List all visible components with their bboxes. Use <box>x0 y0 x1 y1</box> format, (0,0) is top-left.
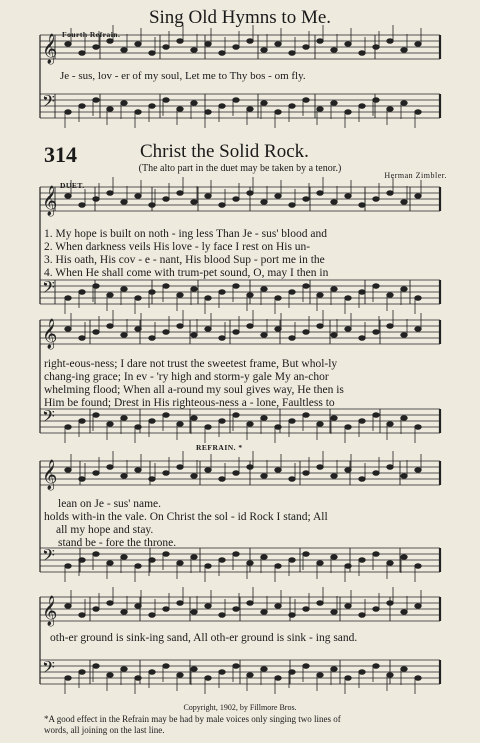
note-head <box>163 607 169 612</box>
note-head <box>359 51 365 56</box>
bass-clef-icon: 𝄢 <box>42 91 55 115</box>
note-head <box>261 287 267 292</box>
note-head <box>373 284 379 289</box>
note-head <box>261 333 267 338</box>
note-head <box>331 474 337 479</box>
note-head <box>331 48 337 53</box>
note-head <box>317 422 323 427</box>
note-head <box>317 293 323 298</box>
note-head <box>289 203 295 208</box>
note-head <box>247 107 253 112</box>
note-head <box>261 48 267 53</box>
note-head <box>149 670 155 675</box>
note-head <box>135 564 141 569</box>
note-head <box>415 604 421 609</box>
note-head <box>191 48 197 53</box>
note-head <box>345 296 351 301</box>
note-head <box>415 296 421 301</box>
note-head <box>261 474 267 479</box>
note-head <box>401 101 407 106</box>
note-head <box>135 327 141 332</box>
note-head <box>65 296 71 301</box>
note-head <box>219 558 225 563</box>
note-head <box>303 552 309 557</box>
verse-4-line-2: Him be found; Drest in His righteous-ness a - lone, Faultless to <box>44 397 335 409</box>
verse-1-line-1: 1. My hope is built on noth - ing less Than Je - sus' blood and <box>44 228 327 240</box>
note-head <box>275 194 281 199</box>
note-head <box>65 42 71 47</box>
verse-2-line-1: 2. When darkness veils His love - ly face I rest on His un- <box>44 241 311 253</box>
note-head <box>121 287 127 292</box>
note-head <box>121 333 127 338</box>
note-head <box>149 203 155 208</box>
note-head <box>387 422 393 427</box>
note-head <box>219 203 225 208</box>
note-head <box>79 613 85 618</box>
note-head <box>191 667 197 672</box>
note-head <box>401 333 407 338</box>
note-head <box>345 327 351 332</box>
note-head <box>205 327 211 332</box>
bass-clef-icon: 𝄢 <box>42 406 55 430</box>
note-head <box>261 200 267 205</box>
note-head <box>303 98 309 103</box>
note-head <box>359 477 365 482</box>
note-head <box>247 673 253 678</box>
note-head <box>65 327 71 332</box>
note-head <box>331 610 337 615</box>
note-head <box>177 324 183 329</box>
note-head <box>289 558 295 563</box>
note-head <box>205 468 211 473</box>
note-head <box>219 419 225 424</box>
note-head <box>79 477 85 482</box>
note-head <box>107 39 113 44</box>
note-head <box>121 101 127 106</box>
note-head <box>275 42 281 47</box>
note-head <box>373 607 379 612</box>
note-head <box>149 558 155 563</box>
note-head <box>107 422 113 427</box>
note-head <box>317 107 323 112</box>
note-head <box>93 330 99 335</box>
note-head <box>401 48 407 53</box>
note-head <box>163 45 169 50</box>
note-head <box>177 561 183 566</box>
note-head <box>247 191 253 196</box>
note-head <box>359 203 365 208</box>
refrain-label: REFRAIN. * <box>196 443 243 452</box>
note-head <box>331 287 337 292</box>
note-head <box>289 336 295 341</box>
note-head <box>93 552 99 557</box>
note-head <box>331 667 337 672</box>
note-head <box>289 670 295 675</box>
note-head <box>79 558 85 563</box>
footnote-line-2: words, all joining on the last line. <box>44 725 165 735</box>
note-head <box>261 101 267 106</box>
note-head <box>373 471 379 476</box>
note-head <box>191 555 197 560</box>
note-head <box>177 293 183 298</box>
note-head <box>373 45 379 50</box>
note-head <box>373 330 379 335</box>
note-head <box>317 601 323 606</box>
note-head <box>303 607 309 612</box>
note-head <box>401 610 407 615</box>
note-head <box>163 284 169 289</box>
note-head <box>275 676 281 681</box>
note-head <box>359 336 365 341</box>
note-head <box>93 413 99 418</box>
note-head <box>191 333 197 338</box>
note-head <box>121 48 127 53</box>
note-head <box>275 327 281 332</box>
note-head <box>233 197 239 202</box>
note-head <box>163 330 169 335</box>
note-head <box>107 561 113 566</box>
note-head <box>359 670 365 675</box>
note-head <box>247 601 253 606</box>
note-head <box>205 676 211 681</box>
note-head <box>247 293 253 298</box>
note-head <box>233 45 239 50</box>
note-head <box>387 107 393 112</box>
note-head <box>79 419 85 424</box>
note-head <box>387 561 393 566</box>
note-head <box>121 667 127 672</box>
note-head <box>163 471 169 476</box>
note-head <box>107 191 113 196</box>
note-head <box>247 465 253 470</box>
verse-3-line-3: all my hope and stay. <box>56 524 154 536</box>
note-head <box>65 676 71 681</box>
note-head <box>149 419 155 424</box>
note-head <box>177 673 183 678</box>
note-head <box>149 613 155 618</box>
verse-2-line-3: holds with-in the vale. On Christ the sol - id Rock I stand; All <box>44 511 328 523</box>
treble-clef-icon: 𝄞 <box>42 596 58 626</box>
note-head <box>401 667 407 672</box>
note-head <box>205 425 211 430</box>
verse-3-line-1: 3. His oath, His cov - e - nant, His blood Sup - port me in the <box>44 254 325 266</box>
note-head <box>401 200 407 205</box>
note-head <box>93 471 99 476</box>
note-head <box>205 296 211 301</box>
note-head <box>107 673 113 678</box>
verse-1-line-2: right-eous-ness; I dare not trust the sweetest frame, But whol-ly <box>44 358 338 370</box>
note-head <box>93 98 99 103</box>
note-head <box>219 290 225 295</box>
note-head <box>345 425 351 430</box>
note-head <box>219 613 225 618</box>
note-head <box>415 468 421 473</box>
note-head <box>65 110 71 115</box>
note-head <box>79 104 85 109</box>
note-head <box>191 200 197 205</box>
verse-2-line-2: chang-ing grace; In ev - 'ry high and storm-y gale My an-chor <box>44 371 329 383</box>
note-head <box>387 191 393 196</box>
note-head <box>345 194 351 199</box>
note-head <box>415 42 421 47</box>
note-head <box>415 110 421 115</box>
note-head <box>177 39 183 44</box>
note-head <box>79 336 85 341</box>
note-head <box>401 555 407 560</box>
note-head <box>247 422 253 427</box>
note-head <box>233 471 239 476</box>
note-head <box>415 194 421 199</box>
note-head <box>275 296 281 301</box>
note-head <box>135 468 141 473</box>
note-head <box>107 293 113 298</box>
note-head <box>121 555 127 560</box>
note-head <box>191 287 197 292</box>
note-head <box>163 552 169 557</box>
note-head <box>415 425 421 430</box>
note-head <box>373 197 379 202</box>
note-head <box>387 293 393 298</box>
note-head <box>205 194 211 199</box>
note-head <box>107 324 113 329</box>
note-head <box>135 676 141 681</box>
note-head <box>275 604 281 609</box>
note-head <box>135 194 141 199</box>
bass-clef-icon: 𝄢 <box>42 545 55 569</box>
note-head <box>289 51 295 56</box>
note-head <box>317 561 323 566</box>
note-head <box>261 610 267 615</box>
note-head <box>93 664 99 669</box>
note-head <box>93 197 99 202</box>
note-head <box>289 104 295 109</box>
note-head <box>205 42 211 47</box>
note-head <box>219 104 225 109</box>
note-head <box>317 465 323 470</box>
note-head <box>317 673 323 678</box>
verse-4-line-1: 4. When He shall come with trum-pet sound, O, may I then in <box>44 267 329 279</box>
note-head <box>219 670 225 675</box>
previous-hymn-title: Sing Old Hymns to Me. <box>148 7 332 28</box>
note-head <box>373 664 379 669</box>
hymn-title: Christ the Solid Rock. <box>140 141 309 162</box>
note-head <box>317 39 323 44</box>
note-head <box>317 324 323 329</box>
treble-clef-icon: 𝄞 <box>42 460 58 490</box>
note-head <box>345 564 351 569</box>
note-head <box>177 107 183 112</box>
note-head <box>401 287 407 292</box>
note-head <box>191 474 197 479</box>
note-head <box>401 416 407 421</box>
note-head <box>387 465 393 470</box>
note-head <box>373 98 379 103</box>
note-head <box>373 413 379 418</box>
note-head <box>331 555 337 560</box>
note-head <box>135 296 141 301</box>
note-head <box>261 416 267 421</box>
note-head <box>107 601 113 606</box>
bass-clef-icon: 𝄢 <box>42 277 55 301</box>
note-head <box>359 613 365 618</box>
note-head <box>233 664 239 669</box>
note-head <box>289 290 295 295</box>
treble-clef-icon: 𝄞 <box>42 186 58 216</box>
note-head <box>233 552 239 557</box>
note-head <box>275 564 281 569</box>
footnote-line-1: *A good effect in the Refrain may be had by male voices only singing two lines of <box>44 714 341 724</box>
note-head <box>387 39 393 44</box>
note-head <box>303 413 309 418</box>
note-head <box>65 194 71 199</box>
note-head <box>233 98 239 103</box>
note-head <box>191 101 197 106</box>
note-head <box>135 42 141 47</box>
note-head <box>65 564 71 569</box>
note-head <box>331 200 337 205</box>
note-head <box>289 477 295 482</box>
note-head <box>345 42 351 47</box>
note-head <box>107 465 113 470</box>
note-head <box>275 110 281 115</box>
note-head <box>275 425 281 430</box>
note-head <box>107 107 113 112</box>
note-head <box>373 552 379 557</box>
note-head <box>163 98 169 103</box>
note-head <box>79 51 85 56</box>
note-head <box>121 610 127 615</box>
note-head <box>345 468 351 473</box>
note-head <box>177 465 183 470</box>
note-head <box>289 613 295 618</box>
note-head <box>415 327 421 332</box>
note-head <box>415 564 421 569</box>
note-head <box>149 290 155 295</box>
note-head <box>219 336 225 341</box>
note-head <box>303 471 309 476</box>
treble-clef-icon: 𝄞 <box>42 319 58 349</box>
note-head <box>205 564 211 569</box>
note-head <box>303 664 309 669</box>
note-head <box>387 324 393 329</box>
note-head <box>135 425 141 430</box>
note-head <box>149 104 155 109</box>
verse-4-line-3: stand be - fore the throne. <box>58 537 177 549</box>
note-head <box>121 474 127 479</box>
note-head <box>149 51 155 56</box>
fourth-refrain-label: Fourth Refrain. <box>62 30 121 39</box>
note-head <box>79 670 85 675</box>
note-head <box>303 45 309 50</box>
note-head <box>359 290 365 295</box>
note-head <box>93 607 99 612</box>
verse-3-line-2: whelming flood; When all a-round my soul gives way, He then is <box>44 384 344 396</box>
note-head <box>65 468 71 473</box>
note-head <box>303 284 309 289</box>
note-head <box>163 413 169 418</box>
note-head <box>359 104 365 109</box>
note-head <box>205 604 211 609</box>
note-head <box>79 290 85 295</box>
note-head <box>331 101 337 106</box>
note-head <box>345 604 351 609</box>
note-head <box>65 604 71 609</box>
note-head <box>331 416 337 421</box>
note-head <box>205 110 211 115</box>
note-head <box>345 110 351 115</box>
note-head <box>345 676 351 681</box>
note-head <box>387 673 393 678</box>
note-head <box>121 416 127 421</box>
final-line: oth-er ground is sink-ing sand, All oth-er ground is sink - ing sand. <box>50 632 358 644</box>
note-head <box>247 324 253 329</box>
note-head <box>65 425 71 430</box>
note-head <box>331 333 337 338</box>
note-head <box>261 667 267 672</box>
note-head <box>387 601 393 606</box>
note-head <box>163 664 169 669</box>
copyright: Copyright, 1902, by Fillmore Bros. <box>183 703 297 712</box>
note-head <box>415 676 421 681</box>
previous-hymn-lyric: Je - sus, lov - er of my soul, Let me to Thy bos - om fly. <box>60 70 306 82</box>
note-head <box>177 601 183 606</box>
note-head <box>233 607 239 612</box>
note-head <box>177 191 183 196</box>
note-head <box>247 561 253 566</box>
note-head <box>289 419 295 424</box>
note-head <box>261 555 267 560</box>
note-head <box>163 197 169 202</box>
note-head <box>219 477 225 482</box>
composer: Herman Zimbler. <box>384 171 447 180</box>
note-head <box>191 610 197 615</box>
note-head <box>401 474 407 479</box>
note-head <box>317 191 323 196</box>
note-head <box>79 203 85 208</box>
note-head <box>303 330 309 335</box>
note-head <box>93 284 99 289</box>
note-head <box>247 39 253 44</box>
note-head <box>219 51 225 56</box>
note-head <box>303 197 309 202</box>
note-head <box>275 468 281 473</box>
note-head <box>233 413 239 418</box>
note-head <box>233 330 239 335</box>
note-head <box>135 110 141 115</box>
note-head <box>359 558 365 563</box>
treble-clef-icon: 𝄞 <box>42 34 58 64</box>
note-head <box>177 422 183 427</box>
note-head <box>149 336 155 341</box>
verse-1-line-3: lean on Je - sus' name. <box>58 498 161 510</box>
note-head <box>93 45 99 50</box>
note-head <box>233 284 239 289</box>
note-head <box>135 604 141 609</box>
note-head <box>121 200 127 205</box>
note-head <box>149 477 155 482</box>
note-head <box>359 419 365 424</box>
hymn-number: 314 <box>44 142 77 167</box>
note-head <box>191 416 197 421</box>
bass-clef-icon: 𝄢 <box>42 657 55 681</box>
duet-label: DUET. <box>60 181 85 190</box>
alto-note: (The alto part in the duet may be taken by a tenor.) <box>138 163 342 174</box>
